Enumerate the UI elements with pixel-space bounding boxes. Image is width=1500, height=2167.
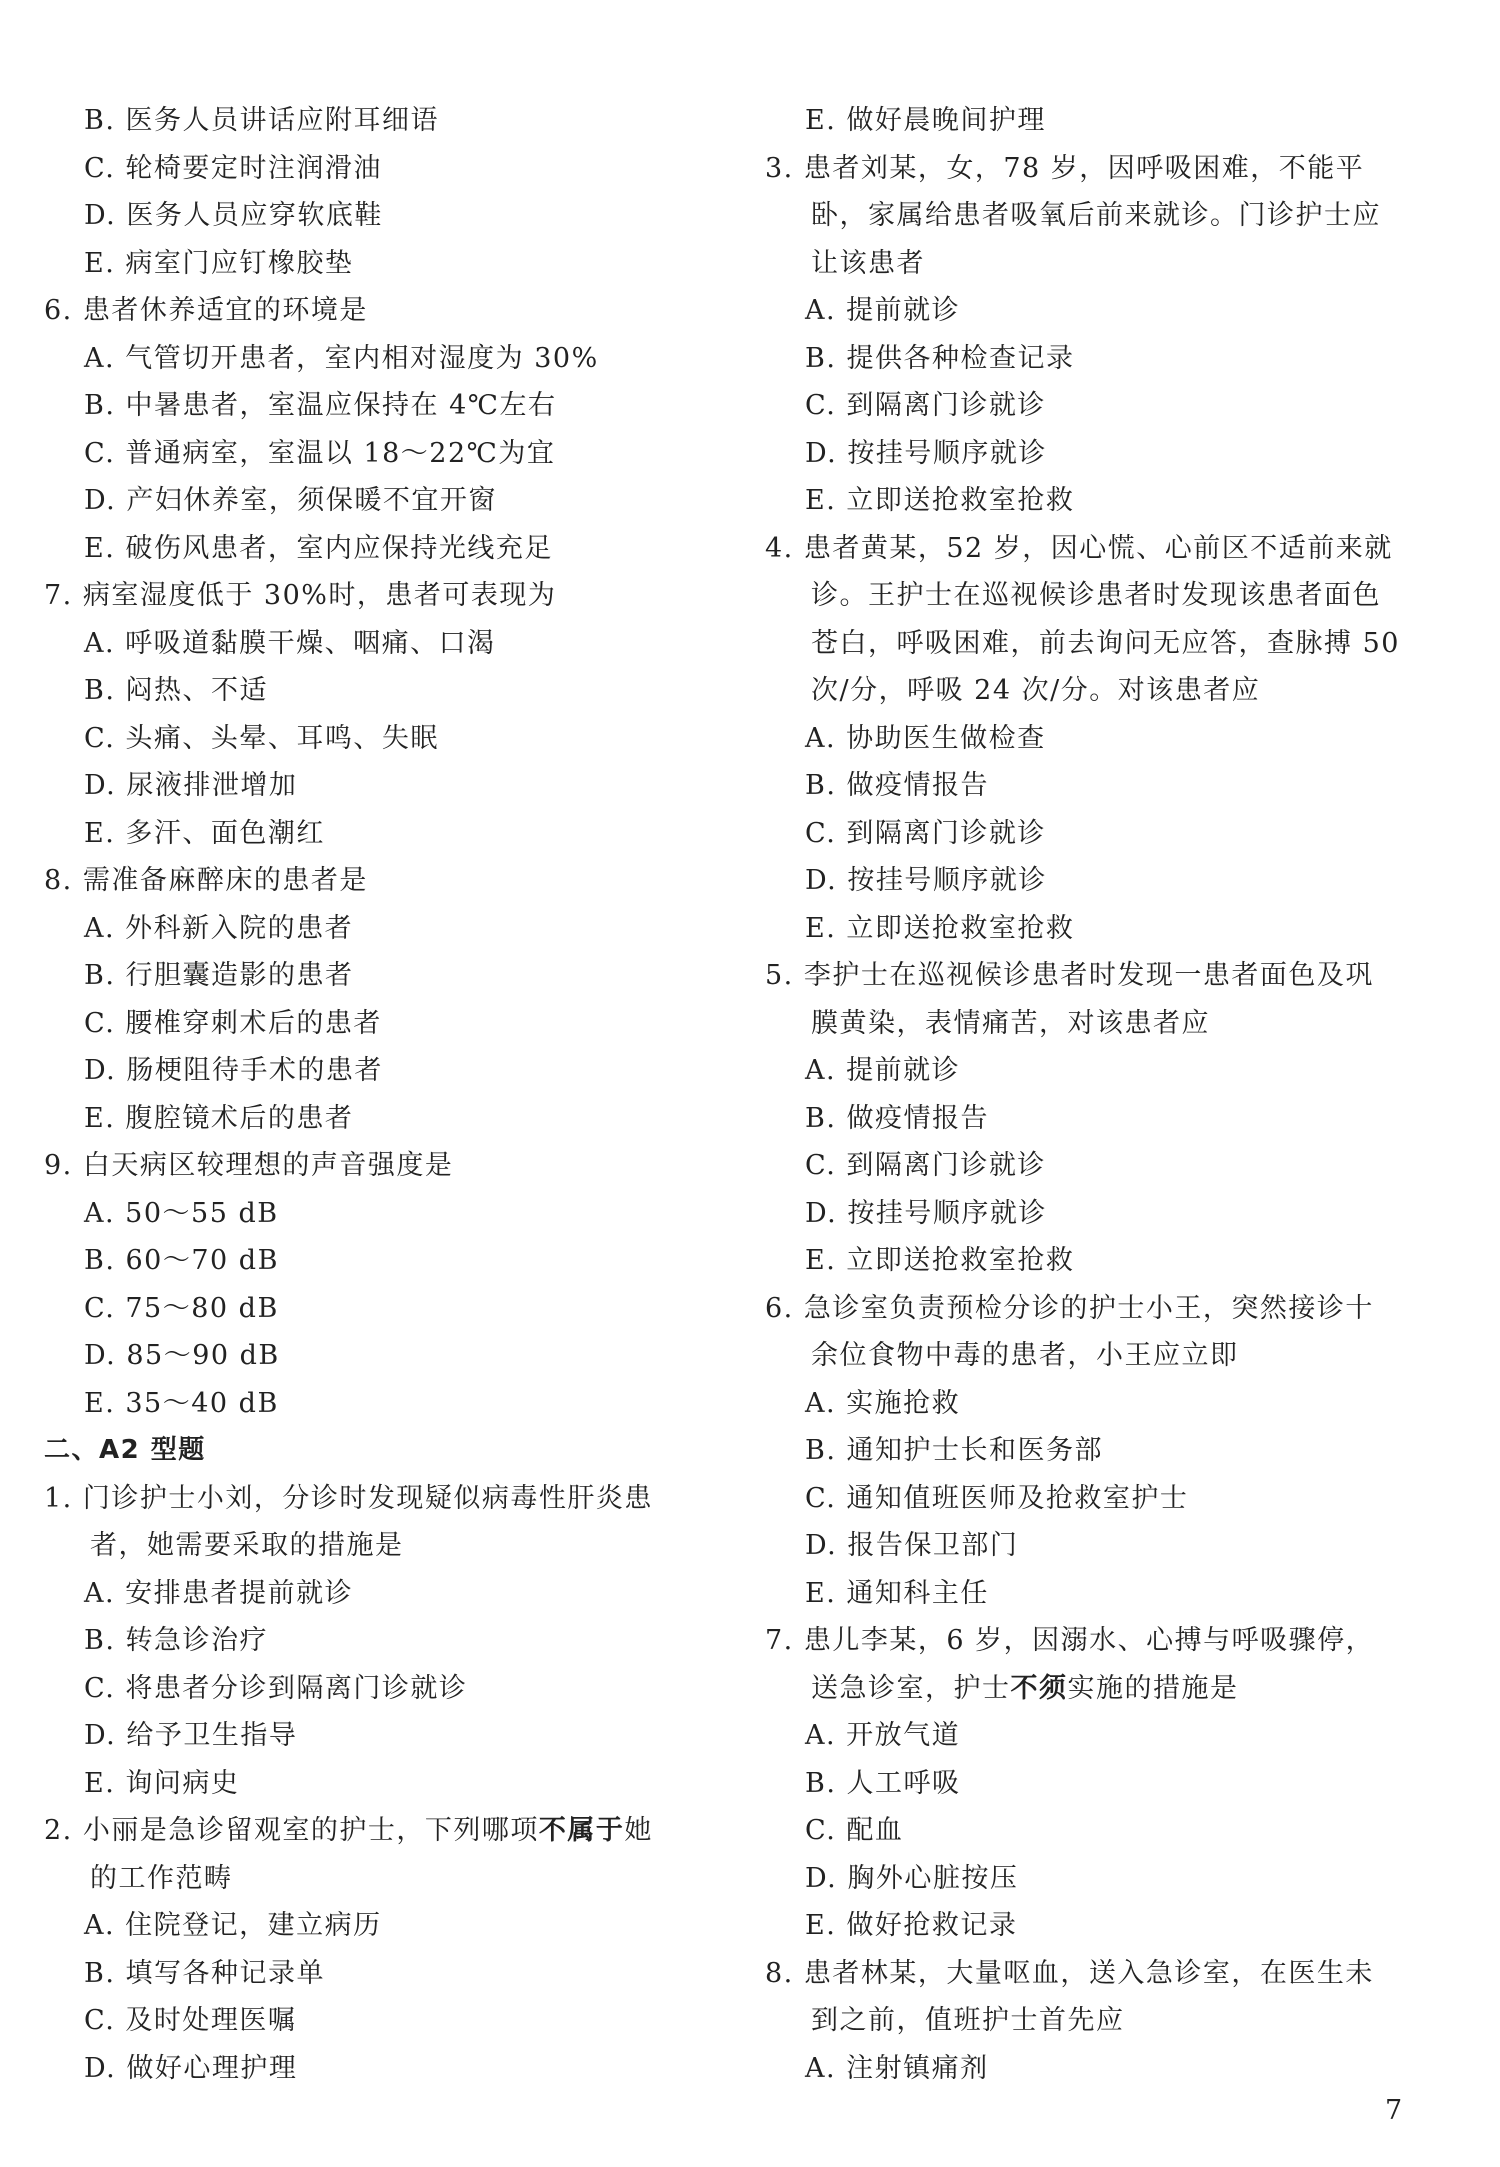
option: C. 将患者分诊到隔离门诊就诊: [84, 1672, 468, 1704]
option: E. 35～40 dB: [84, 1387, 279, 1419]
option: A. 住院登记，建立病历: [84, 1910, 382, 1941]
option: B. 通知护士长和医务部: [805, 1435, 1104, 1466]
question-stem: 3. 患者刘某，女，78 岁，因呼吸困难，不能平: [765, 152, 1365, 184]
option: D. 报告保卫部门: [805, 1530, 1019, 1561]
question-stem: 5. 李护士在巡视候诊患者时发现一患者面色及巩: [765, 960, 1374, 991]
option: C. 普通病室，室温以 18～22℃为宜: [84, 437, 556, 469]
option: B. 闷热、不适: [84, 675, 269, 706]
question-stem: 7. 患儿李某，6 岁，因溺水、心搏与呼吸骤停，: [765, 1625, 1375, 1656]
question-stem: 7. 病室湿度低于 30%时，患者可表现为: [44, 580, 557, 611]
option: E. 立即送抢救室抢救: [805, 1245, 1075, 1276]
question-stem: 8. 患者林某，大量呕血，送入急诊室，在医生未: [765, 1957, 1374, 1989]
question-stem-continued: 次/分，呼吸 24 次/分。对该患者应: [811, 675, 1261, 706]
question-stem-continued: 的工作范畴: [90, 1862, 233, 1894]
option: A. 提前就诊: [805, 1055, 961, 1086]
question-stem-continued: 者，她需要采取的措施是: [90, 1530, 404, 1561]
question-stem-continued: 诊。王护士在巡视候诊患者时发现该患者面色: [811, 580, 1381, 611]
option: A. 外科新入院的患者: [84, 912, 354, 944]
option: A. 实施抢救: [805, 1387, 961, 1419]
question-stem: 6. 急诊室负责预检分诊的护士小王，突然接诊十: [765, 1292, 1374, 1324]
emphasis-text: 不属于: [538, 1815, 625, 1846]
option: B. 60～70 dB: [84, 1245, 279, 1276]
option: E. 通知科主任: [805, 1577, 989, 1609]
left-column: [44, 97, 734, 2092]
option: D. 给予卫生指导: [84, 1720, 298, 1751]
option: C. 到隔离门诊就诊: [805, 1150, 1046, 1181]
option: D. 85～90 dB: [84, 1340, 280, 1371]
option: B. 做疫情报告: [805, 1102, 990, 1134]
option: A. 开放气道: [805, 1720, 961, 1751]
option: D. 按挂号顺序就诊: [805, 865, 1047, 896]
option: E. 立即送抢救室抢救: [805, 485, 1075, 516]
option: E. 多汗、面色潮红: [84, 817, 325, 849]
option: C. 到隔离门诊就诊: [805, 390, 1046, 421]
question-stem: 8. 需准备麻醉床的患者是: [44, 865, 368, 896]
option: D. 做好心理护理: [84, 2052, 298, 2084]
option: A. 提前就诊: [805, 295, 961, 326]
option: B. 人工呼吸: [805, 1767, 961, 1799]
stem-text: 她: [624, 1815, 653, 1846]
section-heading: 二、A2 型题: [44, 1435, 206, 1465]
option: E. 做好晨晚间护理: [805, 105, 1046, 136]
option: A. 安排患者提前就诊: [84, 1577, 354, 1609]
option: A. 注射镇痛剂: [805, 2052, 989, 2084]
option: D. 按挂号顺序就诊: [805, 1197, 1047, 1229]
question-stem-continued: 余位食物中毒的患者，小王应立即: [811, 1340, 1239, 1371]
question-stem: [44, 1807, 734, 1855]
emphasis-text: 不须: [1010, 1672, 1068, 1704]
option: E. 破伤风患者，室内应保持光线充足: [84, 532, 553, 564]
option: B. 医务人员讲话应附耳细语: [84, 105, 440, 136]
option: E. 询问病史: [84, 1767, 240, 1799]
option: C. 腰椎穿刺术后的患者: [84, 1007, 382, 1039]
stem-text: 送急诊室，护士: [811, 1672, 1011, 1704]
option: B. 中暑患者，室温应保持在 4℃左右: [84, 390, 557, 421]
option: C. 配血: [805, 1815, 904, 1846]
option: C. 通知值班医师及抢救室护士: [805, 1482, 1189, 1514]
option: A. 50～55 dB: [84, 1197, 279, 1229]
question-stem-continued: 卧，家属给患者吸氧后前来就诊。门诊护士应: [811, 200, 1381, 231]
option: A. 协助医生做检查: [805, 722, 1046, 754]
page-number: 7: [1385, 2095, 1403, 2126]
option: E. 腹腔镜术后的患者: [84, 1102, 354, 1134]
option: C. 及时处理医嘱: [84, 2005, 297, 2036]
option: D. 按挂号顺序就诊: [805, 437, 1047, 469]
question-stem: 9. 白天病区较理想的声音强度是: [44, 1150, 454, 1181]
option: B. 填写各种记录单: [84, 1957, 326, 1989]
option: D. 胸外心脏按压: [805, 1862, 1019, 1894]
option: C. 75～80 dB: [84, 1292, 279, 1324]
option: B. 转急诊治疗: [84, 1625, 269, 1656]
option: C. 轮椅要定时注润滑油: [84, 152, 382, 184]
right-column: [765, 97, 1455, 2092]
option: C. 头痛、头晕、耳鸣、失眠: [84, 722, 439, 754]
option: E. 病室门应钉橡胶垫: [84, 247, 354, 279]
question-stem-continued: 到之前，值班护士首先应: [811, 2005, 1125, 2036]
question-stem: 6. 患者休养适宜的环境是: [44, 295, 368, 326]
option: D. 尿液排泄增加: [84, 770, 298, 801]
option: D. 肠梗阻待手术的患者: [84, 1055, 383, 1086]
stem-text: 2. 小丽是急诊留观室的护士，下列哪项: [44, 1815, 539, 1846]
option: E. 做好抢救记录: [805, 1910, 1018, 1941]
option: E. 立即送抢救室抢救: [805, 912, 1075, 944]
question-stem-continued: 苍白，呼吸困难，前去询问无应答，查脉搏 50: [811, 627, 1400, 659]
question-stem-continued: [765, 1665, 1455, 1713]
question-stem-continued: 膜黄染，表情痛苦，对该患者应: [811, 1007, 1210, 1039]
option: D. 医务人员应穿软底鞋: [84, 200, 383, 231]
option: A. 呼吸道黏膜干燥、咽痛、口渴: [84, 627, 496, 659]
stem-text: 实施的措施是: [1067, 1672, 1239, 1704]
option: B. 做疫情报告: [805, 770, 990, 801]
option: C. 到隔离门诊就诊: [805, 817, 1046, 849]
option: B. 提供各种检查记录: [805, 342, 1075, 374]
option: D. 产妇休养室，须保暖不宜开窗: [84, 485, 497, 516]
question-stem: 1. 门诊护士小刘，分诊时发现疑似病毒性肝炎患: [44, 1482, 653, 1514]
option: A. 气管切开患者，室内相对湿度为 30%: [84, 342, 599, 374]
question-stem-continued: 让该患者: [811, 247, 925, 279]
question-stem: 4. 患者黄某，52 岁，因心慌、心前区不适前来就: [765, 532, 1393, 564]
option: B. 行胆囊造影的患者: [84, 960, 354, 991]
